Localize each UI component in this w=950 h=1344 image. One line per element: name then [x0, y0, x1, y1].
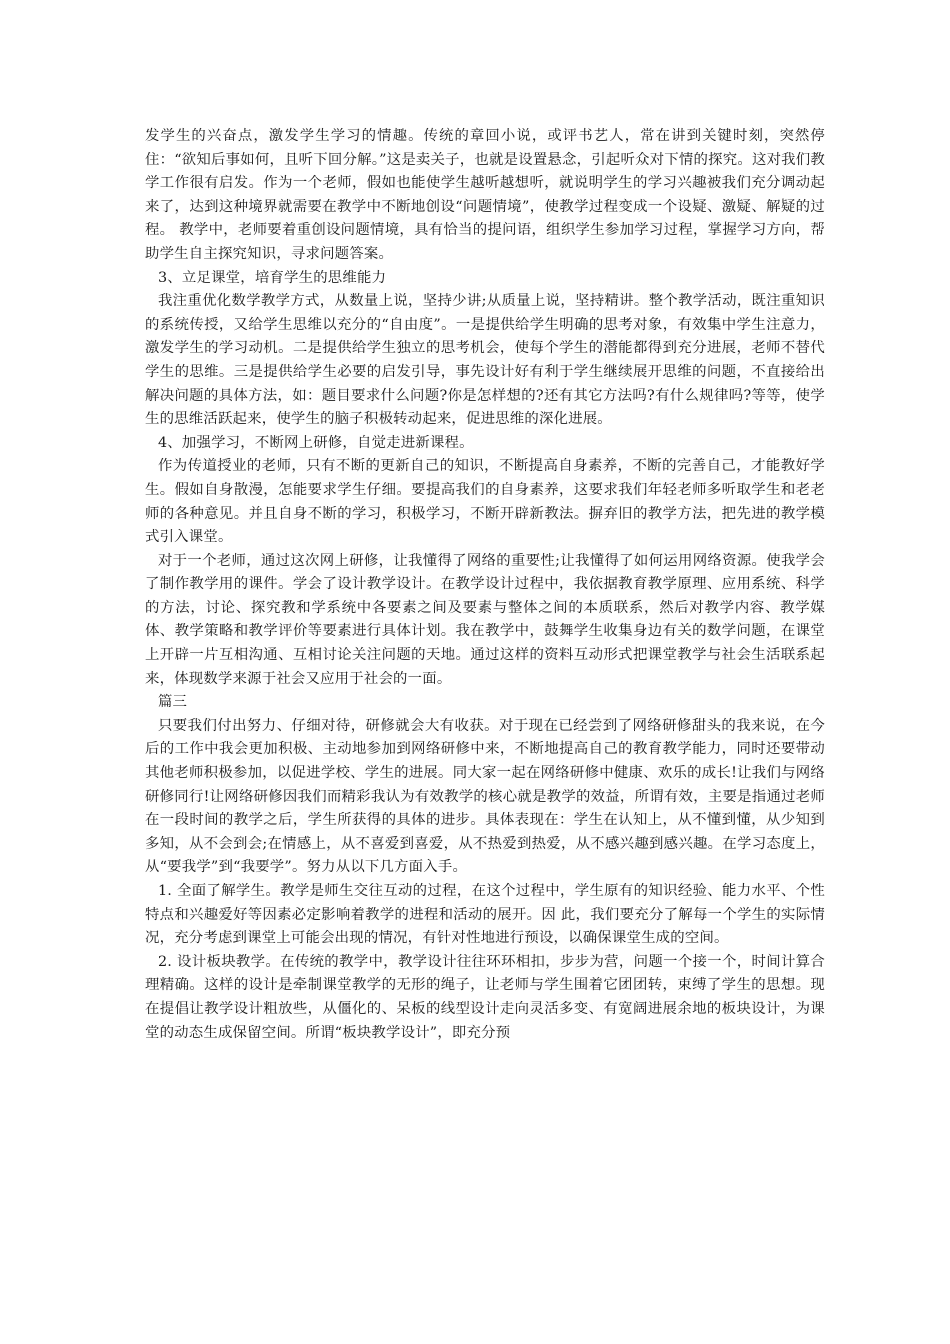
paragraph: 作为传道授业的老师，只有不断的更新自己的知识，不断提高自身素养，不断的完善自己，才能教好学生。假如自身散漫，怎能要求学生仔细。要提高我们的自身素养，这要求我们年轻老师多听取学生和老老师的各种意见。并且自身不断的学习，积极学习，不断开辟新教法。摒弃旧的教学方法，把先进的教学模式引入课堂。: [145, 458, 825, 546]
section-heading-4: 4、加强学习，不断网上研修，自觉走进新课程。: [157, 434, 474, 451]
paragraph: 我注重优化数学教学方式，从数量上说，坚持少讲;从质量上说，坚持精讲。整个教学活动，既注重知识的系统传授，又给学生思维以充分的“自由度”。一是提供给学生明确的思考对象，有效集中学生注意力，激发学生的学习动机。二是提供给学生独立的思考机会，使每个学生的潜能都得到充分进展，老师不替代学生的思维。三是提供给学生必要的启发引导，事先设计好有利于学生继续展开思维的问题，不直接给出解决问题的具体方法，如：题目要求什么问题?你是怎样想的?还有其它方法吗?有什么规律吗?等等，使学生的思维活跃起来，使学生的脑子积极转动起来，促进思维的深化进展。: [145, 293, 825, 428]
paragraph: 只要我们付出努力、仔细对待，研修就会大有收获。对于现在已经尝到了网络研修甜头的我来说，在今后的工作中我会更加积极、主动地参加到网络研修中来，不断地提高自己的教育教学能力，同时还要带动其他老师积极参加，以促进学校、学生的进展。同大家一起在网络研修中健康、欢乐的成长!让我们与网络研修同行!让网络研修因我们而精彩我认为有效教学的核心就是教学的效益，所谓有效，主要是指通过老师在一段时间的教学之后，学生所获得的具体的进步。具体表现在：学生在认知上，从不懂到懂，从少知到多知，从不会到会;在情感上，从不喜爱到喜爱，从不热爱到热爱，从不感兴趣到感兴趣。在学习态度上，从“要我学”到“我要学”。努力从以下几方面入手。: [145, 717, 825, 876]
paragraph-continued: 发学生的兴奋点，激发学生学习的情趣。传统的章回小说，或评书艺人，常在讲到关键时刻，突然停住：“欲知后事如何，且听下回分解。”这是卖关子，也就是设置悬念，引起听众对下情的探究。这对我们教学工作很有启发。作为一个老师，假如也能使学生越听越想听，就说明学生的学习兴趣被我们充分调动起来了，达到这种境界就需要在教学中不断地创设“问题情境”，使教学过程变成一个设疑、激疑、解疑的过程。 教学中，老师要着重创设问题情境，具有恰当的提问语，组织学生参加学习过程，掌握学习方向，帮助学生自主探究知识，寻求问题答案。: [145, 128, 825, 262]
numbered-paragraph-2: 2. 设计板块教学。在传统的教学中，教学设计往往环环相扣，步步为营，问题一个接一个，时间计算合理精确。这样的设计是牵制课堂教学的无形的绳子，让老师与学生围着它团团转，束缚了学生的思想。现在提倡让教学设计粗放些，从僵化的、呆板的线型设计走向灵活多变、有宽阔进展余地的板块设计，为课堂的动态生成保留空间。所谓“板块教学设计”，即充分预: [145, 953, 825, 1041]
part-heading: 篇三: [157, 694, 188, 711]
numbered-paragraph-1: 1. 全面了解学生。教学是师生交往互动的过程，在这个过程中，学生原有的知识经验、能力水平、个性特点和兴趣爱好等因素必定影响着教学的进程和活动的展开。因 此，我们要充分了解每一个学生的实际情况，充分考虑到课堂上可能会出现的情况，有针对性地进行预设，以确保课堂生成的空间。: [145, 883, 825, 947]
paragraph: 对于一个老师，通过这次网上研修，让我懂得了网络的重要性;让我懂得了如何运用网络资源。使我学会了制作教学用的课件。学会了设计教学设计。在教学设计过程中，我依据教育教学原理、应用系统、科学的方法，讨论、探究教和学系统中各要素之间及要素与整体之间的本质联系，然后对教学内容、教学媒体、教学策略和教学评价等要素进行具体计划。我在教学中，鼓舞学生收集身边有关的数学问题，在课堂上开辟一片互相沟通、互相讨论关注问题的天地。通过这样的资料互动形式把课堂教学与社会生活联系起来，体现数学来源于社会又应用于社会的一面。: [145, 552, 825, 687]
section-heading-3: 3、立足课堂，培育学生的思维能力: [157, 269, 387, 286]
document-body: [145, 125, 825, 1045]
